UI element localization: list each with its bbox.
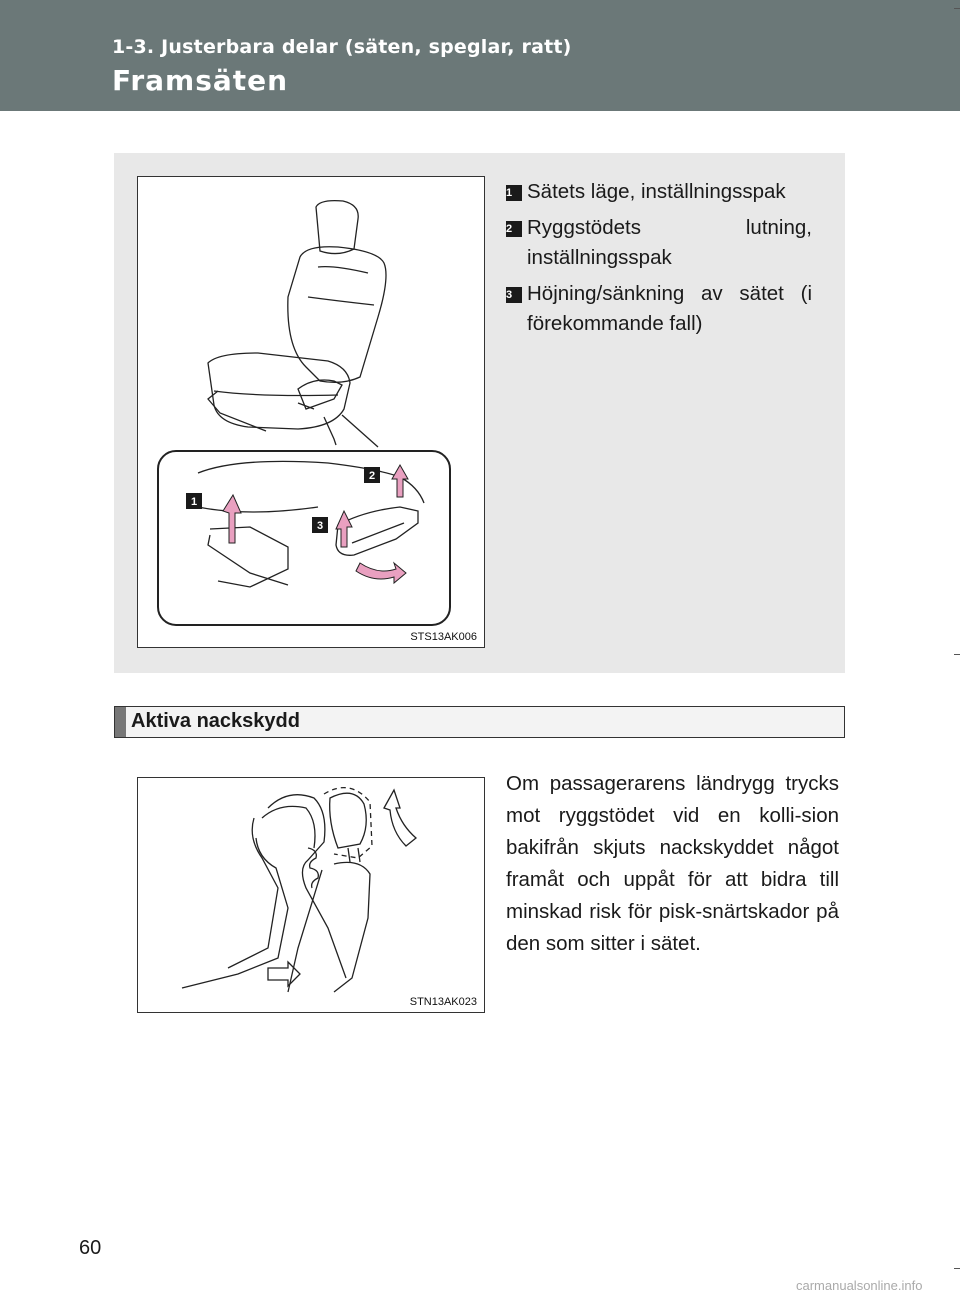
callout-1-label: 1 — [190, 496, 198, 508]
adjuster-list — [506, 177, 812, 345]
item-label: Ryggstödets lutning, inställningsspak — [527, 216, 812, 269]
list-item — [506, 213, 812, 273]
page-title: Framsäten — [112, 64, 289, 97]
edge-mark — [954, 1268, 960, 1269]
subsection-title: Aktiva nackskydd — [131, 710, 300, 732]
seat-illustration — [138, 177, 484, 647]
page-number: 60 — [79, 1237, 102, 1259]
watermark: carmanualsonline.info — [796, 1278, 923, 1293]
callout-3-label: 3 — [316, 520, 324, 532]
subsection-stripe — [115, 707, 126, 737]
item-label: Sätets läge, inställningsspak — [527, 180, 786, 203]
item-label: Höjning/sänkning av sätet (i förekommande fall) — [527, 282, 812, 335]
subsection-header — [114, 706, 845, 738]
page-header — [0, 0, 960, 111]
item-number: 2 — [506, 221, 522, 237]
callout-2-label: 2 — [368, 470, 376, 482]
figure-code: STN13AK023 — [409, 996, 477, 1008]
edge-mark — [954, 654, 960, 655]
seat-figure — [137, 176, 485, 648]
item-number: 3 — [506, 287, 522, 303]
headrest-figure — [137, 777, 485, 1013]
list-item — [506, 279, 812, 339]
figure-code: STS13AK006 — [410, 631, 477, 643]
headrest-illustration — [138, 778, 484, 1012]
item-number: 1 — [506, 185, 522, 201]
edge-mark — [954, 8, 960, 9]
list-item — [506, 177, 812, 207]
subsection-text: Om passagerarens ländrygg trycks mot ryggstödet vid en kolli-sion bakifrån skjuts nackskyddet något framåt och uppåt för att bidra till minskad risk för pisk-snärtskador på den som sitter i sätet. — [506, 772, 839, 955]
section-title: 1-3. Justerbara delar (säten, speglar, ratt) — [112, 36, 572, 58]
